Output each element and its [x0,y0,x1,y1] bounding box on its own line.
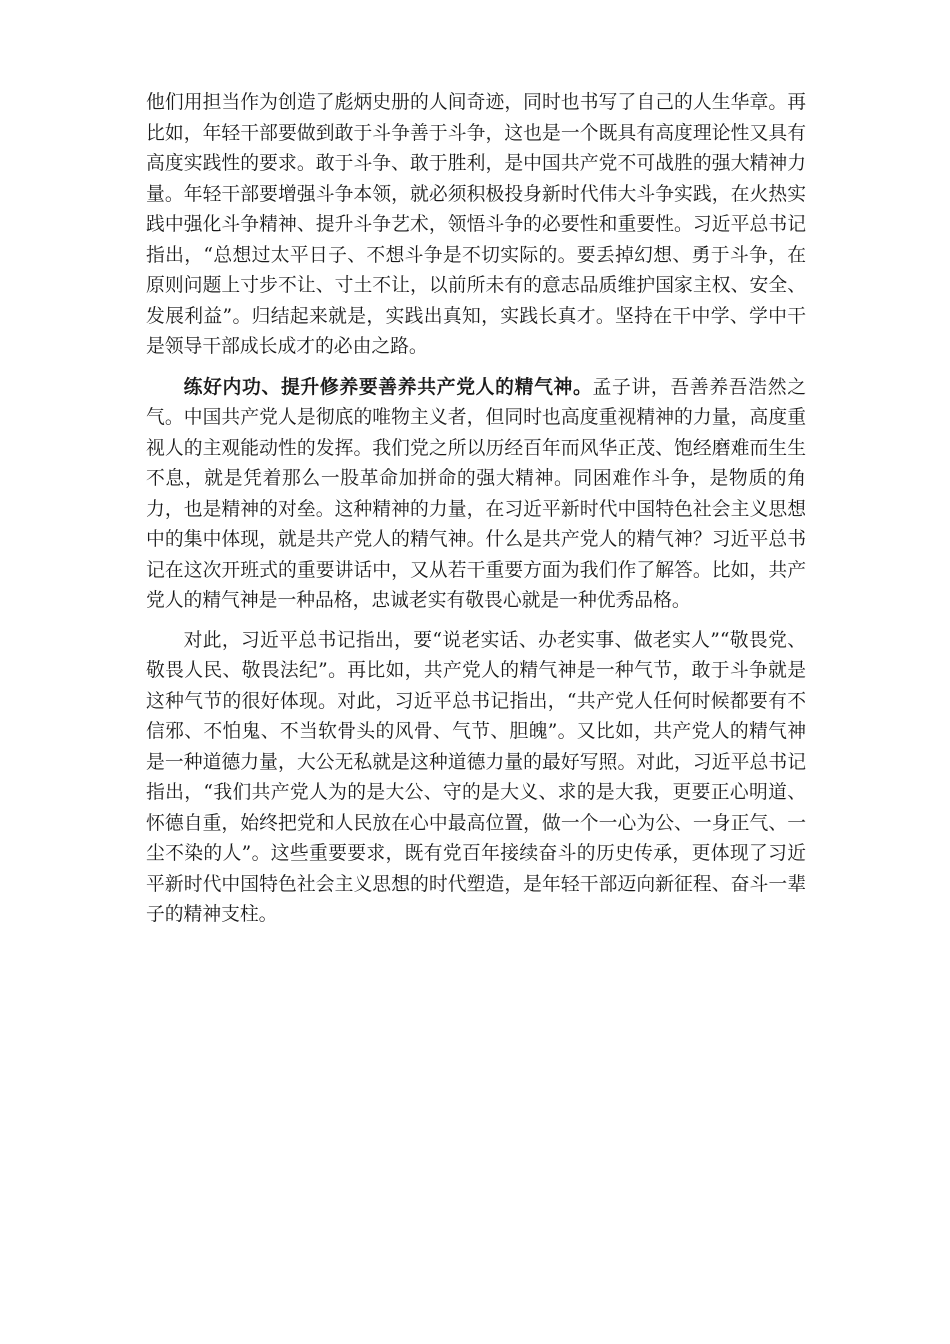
paragraph-1-text: 他们用担当作为创造了彪炳史册的人间奇迹，同时也书写了自己的人生华章。再比如，年轻干部要做到敢于斗争善于斗争，这也是一个既具有高度理论性又具有高度实践性的要求。敢于斗争、敢于胜利，是中国共产党不可战胜的强大精神力量。年轻干部要增强斗争本领，就必须积极投身新时代伟大斗争实践，在火热实践中强化斗争精神、提升斗争艺术，领悟斗争的必要性和重要性。习近平总书记指出，“总想过太平日子、不想斗争是不切实际的。要丢掉幻想、勇于斗争，在原则问题上寸步不让、寸土不让，以前所未有的意志品质维护国家主权、安全、发展利益”。归结起来就是，实践出真知，实践长真才。坚持在干中学、学中干是领导干部成长成才的必由之路。 [146,92,806,357]
body-text [146,88,806,940]
paragraph-2 [146,372,806,617]
paragraph-1 [146,88,806,363]
paragraph-2-lead-heading: 练好内功、提升修养要善养共产党人的精气神。 [183,375,593,398]
paragraph-3-text: 对此，习近平总书记指出，要“说老实话、办老实事、做老实人”“敬畏党、敬畏人民、敬畏法纪”。再比如，共产党人的精气神是一种气节，敢于斗争就是这种气节的很好体现。对此，习近平总书记指出，“共产党人任何时候都要有不信邪、不怕鬼、不当软骨头的风骨、气节、胆魄”。又比如，共产党人的精气神是一种道德力量，大公无私就是这种道德力量的最好写照。对此，习近平总书记指出，“我们共产党人为的是大公、守的是大义、求的是大我，更要正心明道、怀德自重，始终把党和人民放在心中最高位置，做一个一心为公、一身正气、一尘不染的人”。这些重要要求，既有党百年接续奋斗的历史传承，更体现了习近平新时代中国特色社会主义思想的时代塑造，是年轻干部迈向新征程、奋斗一辈子的精神支柱。 [146,629,806,925]
paragraph-2-text: 孟子讲，吾善养吾浩然之气。中国共产党人是彻底的唯物主义者，但同时也高度重视精神的力量，高度重视人的主观能动性的发挥。我们党之所以历经百年而风华正茂、饱经磨难而生生不息，就是凭着那么一股革命加拼命的强大精神。同困难作斗争，是物质的角力，也是精神的对垒。这种精神的力量，在习近平新时代中国特色社会主义思想中的集中体现，就是共产党人的精气神。什么是共产党人的精气神？习近平总书记在这次开班式的重要讲话中，又从若干重要方面为我们作了解答。比如，共产党人的精气神是一种品格，忠诚老实有敬畏心就是一种优秀品格。 [146,376,806,611]
paragraph-3 [146,626,806,931]
